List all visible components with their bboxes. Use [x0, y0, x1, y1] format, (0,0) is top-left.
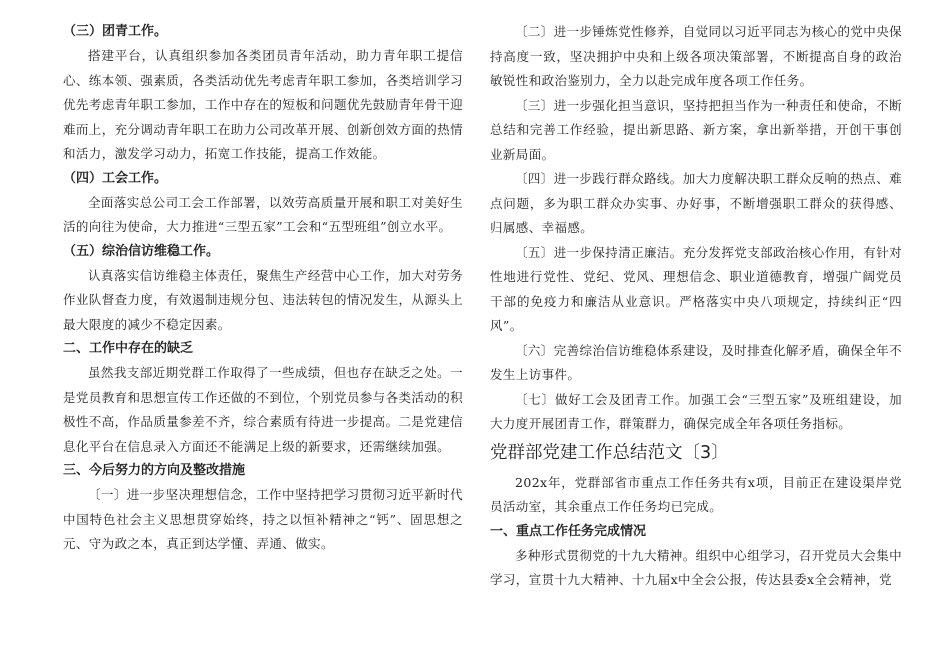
paragraph-intro: 202x年，党群部省市重点工作任务共有x项，目前正在建设渠岸党员活动室，其余重点工作任务均已完成。 — [490, 474, 902, 514]
paragraph-shortcomings: 虽然我支部近期党群工作取得了一些成绩，但也存在缺乏之处。一是党员教育和思想宣传工作还做的不到位，个别党员参与各类活动的积极性不高，作品质量参差不齐，综合素质有待进一步提高。二是党建信息化平台在信息录入方面还不能满足上级的新要求，还需继续加强。 — [63, 365, 463, 454]
paragraph-key-tasks: 多种形式贯彻党的十九大精神。组织中心组学习，召开党员大会集中学习，宣贯十九大精神、十九届x中全会公报，传达县委x全会精神，党 — [490, 547, 903, 587]
right-column — [490, 20, 902, 593]
heading-shortcomings: 二、工作中存在的缺乏 — [63, 341, 194, 356]
heading-key-tasks: 一、重点工作任务完成情况 — [490, 523, 647, 539]
paragraph-direction-7: 〔七〕做好工会及团青工作。加强工会“三型五家”及班组建设，加大力度开展团青工作，群策群力，确保完成全年各项任务指标。 — [490, 391, 902, 431]
paragraph-direction-4: 〔四〕进一步践行群众路线。加大力度解决职工群众反响的热点、难点问题，多为职工群众办实事、办好事，不断增强职工群众的获得感、归属感、幸福感。 — [490, 171, 903, 235]
paragraph-direction-3: 〔三〕进一步强化担当意识，坚持把担当作为一种责任和使命，不断总结和完善工作经验，提出新思路、新方案，拿出新举措，开创干事创业新局面。 — [490, 97, 903, 162]
paragraph-direction-6: 〔六〕完善综治信访维稳体系建设，及时排查化解矛盾，确保全年不发生上访事件。 — [490, 342, 903, 382]
paragraph-youth-work: 搭建平台，认真组织参加各类团员青年活动，助力青年职工提信心、练本领、强素质，各类活动优先考虑青年职工参加，各类培训学习优先考虑青年职工参加，工作中存在的短板和问题优先鼓励青年骨干迎难而上，充分调动青年职工在助力公司改革开展、创新创效方面的热情和活力，激发学习动力，拓宽工作技能，提高工作效能。 — [63, 48, 463, 161]
paragraph-direction-1: 〔一〕进一步坚决理想信念，工作中坚持把学习贯彻习近平新时代中国特色社会主义思想贯穿始终，持之以恒补精神之“钙”、固思想之元、守为政之本，真正到达学懂、弄通、做实。 — [63, 487, 463, 551]
heading-union-work: （四）工会工作。 — [63, 170, 168, 186]
paragraph-direction-5: 〔五〕进一步保持清正廉洁。充分发挥党支部政治核心作用，有针对性地进行党性、党纪、党风、理想信念、职业道德教育，增强广阔党员干部的免疫力和廉洁从业意识。严格落实中央八项规定，持续纠正“四风”。 — [490, 244, 903, 333]
paragraph-direction-2: 〔二〕进一步锤炼党性修养，自觉同以习近平同志为核心的党中央保持高度一致，坚决拥护中央和上级各项决策部署，不断提高自身的政治敏锐性和政治鉴别力，全力以赴完成年度各项工作任务。 — [490, 24, 903, 88]
heading-direction: 三、今后努力的方向及整改措施 — [63, 463, 246, 478]
left-column — [63, 20, 463, 557]
heading-youth-work: （三）团青工作。 — [63, 24, 168, 39]
paragraph-stability-work: 认真落实信访维稳主体责任，聚焦生产经营中心工作，加大对劳务作业队督查力度，有效遏制违规分包、违法转包的情况发生，从源头上最大限度的减少不稳定因素。 — [63, 267, 463, 332]
section-title-3: 党群部党建工作总结范文〔3〕 — [490, 442, 729, 463]
heading-stability-work: （五）综治信访维稳工作。 — [63, 243, 220, 259]
paragraph-union-work: 全面落实总公司工会工作部署，以效劳高质量开展和职工对美好生活的向往为使命，大力推进“三型五家”工会和“五型班组”创立水平。 — [63, 194, 463, 234]
